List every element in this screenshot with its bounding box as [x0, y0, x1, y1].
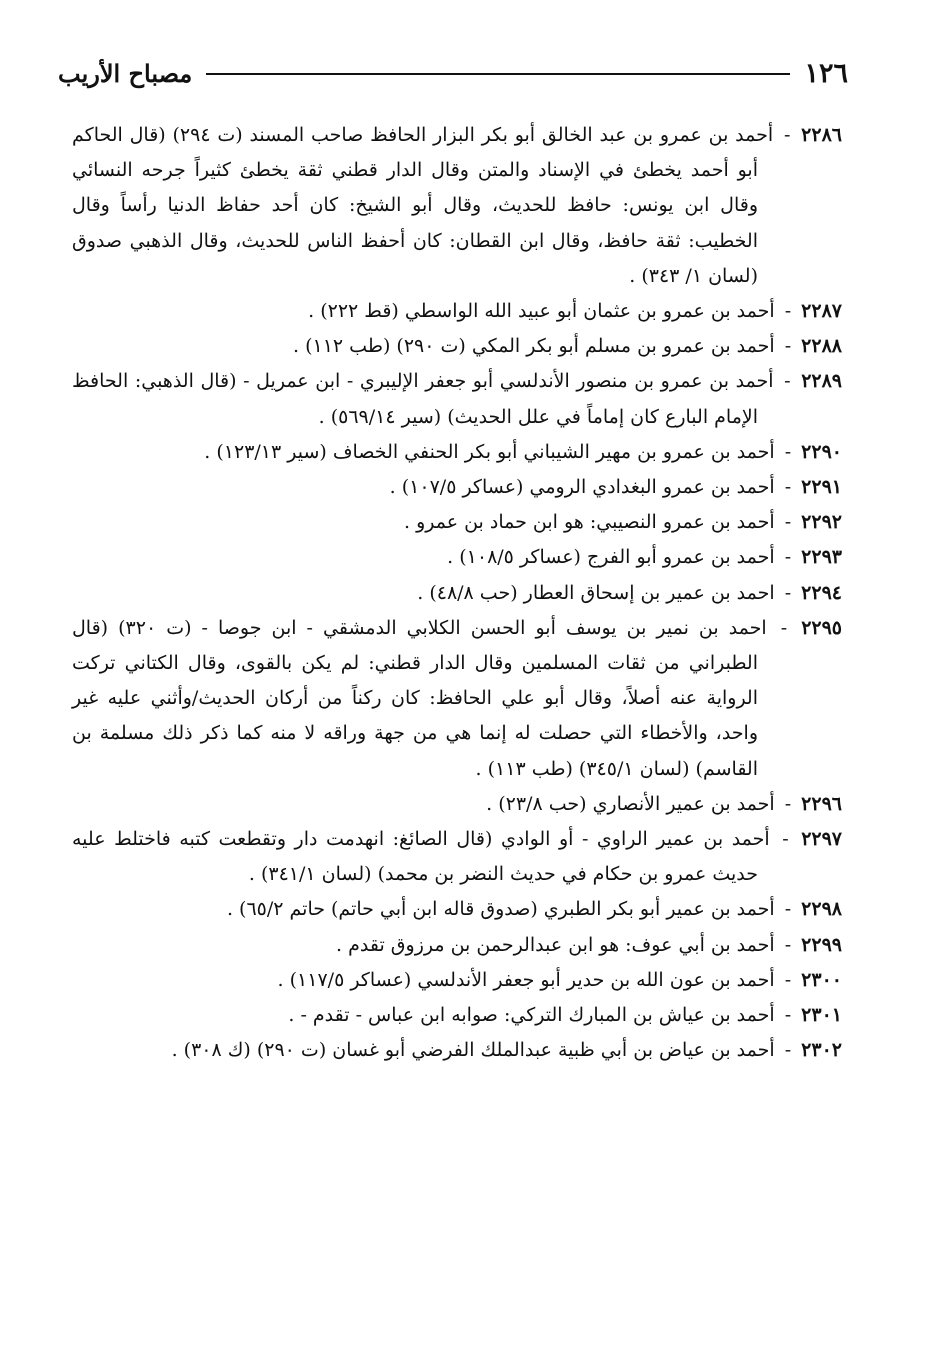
- entry-text: أحمد بن عياض بن أبي ظبية عبدالملك الفرضي أبو غسان (ت ٢٩٠) (ك ٣٠٨) .: [171, 1039, 775, 1062]
- entry-number: ٢٢٩٤: [801, 581, 842, 604]
- entry-text: أحمد بن عمير الأنصاري (حب ٢٣/٨) .: [486, 792, 775, 815]
- entry-2293: ٢٢٩٣ - أحمد بن عمرو أبو الفرج (عساكر ١٠٨/٥) .: [447, 546, 842, 569]
- entry-text: أحمد بن عمرو بن مسلم أبو بكر المكي (ت ٢٩٠) (طب ١١٢) .: [293, 335, 775, 358]
- entry-text: أحمد بن عمرو بن عبد الخالق أبو بكر البزار الحافظ صاحب المسند (ت ٢٩٤) (قال الحاكم أبو أحمد يخطئ في الإسناد والمتن وقال الدار قطني ثقة يخطئ كثيراً جرحه النسائي وقال ابن يونس: حافظ للحديث، وقال أبو الشيخ: كان أحد حفاظ الدنيا رأساً وقال الخطيب: ثقة حافظ، وقال ابن القطان: كان أحفظ الناس للحديث، وقال الذهبي صدوق (لسان ١/ ٣٤٣) .: [72, 124, 774, 287]
- entry-number: ٢٢٩٩: [801, 933, 842, 956]
- entry-number: ٢٢٩٠: [801, 440, 842, 463]
- entry-text: أحمد بن عمرو النصيبي: هو ابن حماد بن عمرو .: [404, 511, 775, 534]
- entry-text: أحمد بن عون الله بن حدير أبو جعفر الأندلسي (عساكر ١١٧/٥) .: [277, 968, 775, 991]
- book-title: مصباح الأريب: [58, 58, 193, 88]
- entry-text: احمد بن عمير بن إسحاق العطار (حب ٤٨/٨) .: [417, 581, 775, 604]
- entry-text: أحمد بن عياش بن المبارك التركي: صوابه ابن عباس - تقدم - .: [288, 1004, 775, 1027]
- page-header: [58, 48, 848, 98]
- entry-text: أحمد بن عمير أبو بكر الطبري (صدوق قاله ابن أبي حاتم) حاتم ٦٥/٢) .: [226, 898, 775, 921]
- entry-2301: ٢٣٠١ - أحمد بن عياش بن المبارك التركي: صوابه ابن عباس - تقدم - .: [288, 1004, 842, 1027]
- entry-2291: ٢٢٩١ - أحمد بن عمرو البغدادي الرومي (عساكر ١٠٧/٥) .: [389, 476, 842, 499]
- entry-2287: ٢٢٨٧ - أحمد بن عمرو بن عثمان أبو عبيد الله الواسطي (قط ٢٢٢) .: [308, 300, 842, 323]
- entry-number: ٢٢٨٨: [801, 335, 842, 358]
- header-rule: [206, 73, 790, 75]
- entry-2292: ٢٢٩٢ - أحمد بن عمرو النصيبي: هو ابن حماد بن عمرو .: [404, 511, 842, 534]
- entry-text: أحمد بن أبي عوف: هو ابن عبدالرحمن بن مرزوق تقدم .: [336, 933, 775, 956]
- entry-2295: ٢٢٩٥ - احمد بن نمير بن يوسف أبو الحسن الكلابي الدمشقي - ابن جوصا - (ت ٣٢٠) (قال الطبراني من ثقات المسلمين وقال الدار قطني: لم يكن بالقوى، وقال الكتاني تركت الرواية عنه أصلاً، وقال أبو علي الحافظ: كان ركناً من أركان الحديث/وأثني عليه غير واحد، والأخطاء التي حصلت له إنما هي من جهة وراقه لا منه كما ذكر ذلك مسلمة بن القاسم) (لسان ٣٤٥/١) (طب ١١٣) .: [72, 616, 843, 780]
- entry-number: ٢٣٠٢: [801, 1039, 842, 1062]
- entry-list: [72, 118, 842, 1068]
- entry-2286: ٢٢٨٦ - أحمد بن عمرو بن عبد الخالق أبو بكر البزار الحافظ صاحب المسند (ت ٢٩٤) (قال الحاكم أبو أحمد يخطئ في الإسناد والمتن وقال الدار قطني ثقة يخطئ كثيراً جرحه النسائي وقال ابن يونس: حافظ للحديث، وقال أبو الشيخ: كان أحد حفاظ الدنيا رأساً وقال الخطيب: ثقة حافظ، وقال ابن القطان: كان أحفظ الناس للحديث، وقال الذهبي صدوق (لسان ١/ ٣٤٣) .: [72, 124, 842, 287]
- entry-number: ٢٢٩٧: [801, 828, 843, 851]
- entry-2289: ٢٢٨٩ - أحمد بن عمرو بن منصور الأندلسي أبو جعفر الإليبري - ابن عمريل - (قال الذهبي: الحافظ الإمام البارع كان إماماً في علل الحديث) (سير ٥٦٩/١٤) .: [72, 370, 843, 428]
- entry-2302: ٢٣٠٢ - أحمد بن عياض بن أبي ظبية عبدالملك الفرضي أبو غسان (ت ٢٩٠) (ك ٣٠٨) .: [171, 1039, 842, 1062]
- entry-2290: ٢٢٩٠ - أحمد بن عمرو بن مهير الشيباني أبو بكر الحنفي الخصاف (سير ١٢٣/١٣) .: [204, 440, 842, 463]
- entry-number: ٢٣٠٠: [801, 968, 842, 991]
- entry-number: ٢٣٠١: [801, 1004, 842, 1027]
- entry-number: ٢٢٨٦: [801, 124, 842, 146]
- entry-2298: ٢٢٩٨ - أحمد بن عمير أبو بكر الطبري (صدوق قاله ابن أبي حاتم) حاتم ٦٥/٢) .: [226, 898, 842, 921]
- entry-number: ٢٢٩٨: [801, 898, 842, 921]
- entry-text: أحمد بن عمير الراوي - أو الوادي (قال الصائغ: انهدمت دار وتقطعت كتبه فاختلط عليه حديث عمرو بن حكام في حديث النضر بن محمد) (لسان ٣٤١/١) .: [72, 828, 770, 886]
- entry-2294: ٢٢٩٤ - احمد بن عمير بن إسحاق العطار (حب ٤٨/٨) .: [417, 581, 842, 604]
- entry-2296: ٢٢٩٦ - أحمد بن عمير الأنصاري (حب ٢٣/٨) .: [486, 792, 842, 815]
- entry-text: أحمد بن عمرو أبو الفرج (عساكر ١٠٨/٥) .: [447, 546, 775, 569]
- entry-text: احمد بن نمير بن يوسف أبو الحسن الكلابي الدمشقي - ابن جوصا - (ت ٣٢٠) (قال الطبراني من ثقات المسلمين وقال الدار قطني: لم يكن بالقوى، وقال الكتاني تركت الرواية عنه أصلاً، وقال أبو علي الحافظ: كان ركناً من أركان الحديث/وأثني عليه غير واحد، والأخطاء التي حصلت له إنما هي من جهة وراقه لا منه كما ذكر ذلك مسلمة بن القاسم) (لسان ٣٤٥/١) (طب ١١٣) .: [72, 616, 767, 780]
- entry-2300: ٢٣٠٠ - أحمد بن عون الله بن حدير أبو جعفر الأندلسي (عساكر ١١٧/٥) .: [277, 968, 842, 991]
- entry-text: أحمد بن عمرو بن عثمان أبو عبيد الله الواسطي (قط ٢٢٢) .: [308, 300, 775, 323]
- entry-number: ٢٢٩٢: [801, 511, 842, 534]
- entry-number: ٢٢٨٧: [801, 300, 842, 323]
- entry-number: ٢٢٩٥: [801, 616, 843, 639]
- entry-2297: ٢٢٩٧ - أحمد بن عمير الراوي - أو الوادي (قال الصائغ: انهدمت دار وتقطعت كتبه فاختلط عليه حديث عمرو بن حكام في حديث النضر بن محمد) (لسان ٣٤١/١) .: [72, 828, 843, 886]
- entry-number: ٢٢٨٩: [801, 370, 843, 393]
- entry-text: أحمد بن عمرو بن مهير الشيباني أبو بكر الحنفي الخصاف (سير ١٢٣/١٣) .: [204, 440, 775, 463]
- entry-text: أحمد بن عمرو بن منصور الأندلسي أبو جعفر الإليبري - ابن عمريل - (قال الذهبي: الحافظ الإمام البارع كان إماماً في علل الحديث) (سير ٥٦٩/١٤) .: [72, 370, 774, 428]
- entry-number: ٢٢٩٣: [801, 546, 842, 569]
- page-number: ١٢٦: [804, 57, 848, 89]
- entry-number: ٢٢٩٦: [801, 792, 842, 815]
- entry-2299: ٢٢٩٩ - أحمد بن أبي عوف: هو ابن عبدالرحمن بن مرزوق تقدم .: [336, 933, 842, 956]
- entry-text: أحمد بن عمرو البغدادي الرومي (عساكر ١٠٧/٥) .: [389, 476, 775, 499]
- entry-2288: ٢٢٨٨ - أحمد بن عمرو بن مسلم أبو بكر المكي (ت ٢٩٠) (طب ١١٢) .: [293, 335, 842, 358]
- entry-number: ٢٢٩١: [801, 476, 842, 499]
